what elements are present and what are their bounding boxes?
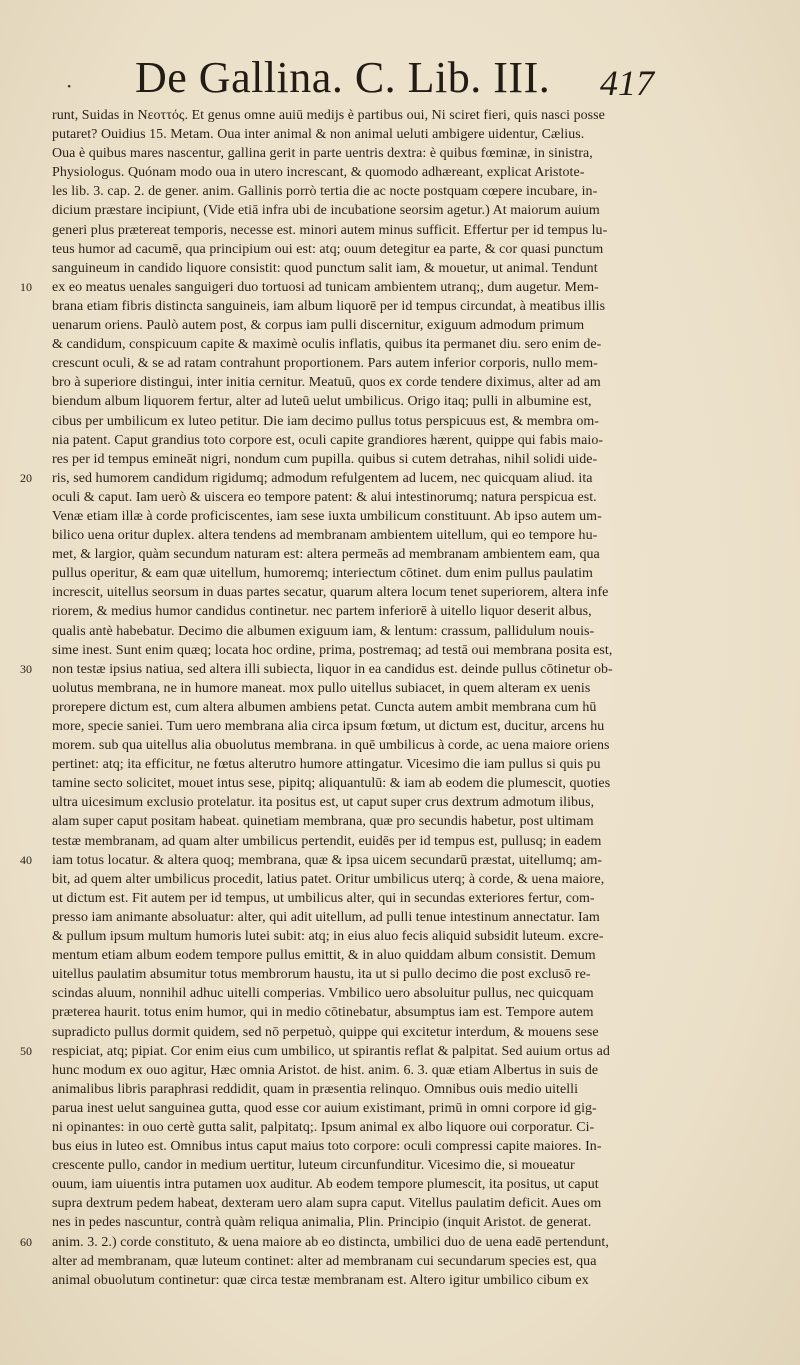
line-text: respiciat, atq; pipiat. Cor enim eius cum umbilico, ut spirantis reflat & palpitat. Sed auium ortus ad <box>52 1042 610 1059</box>
line-text: & candidum, conspicuum capite & maximè oculis inflatis, quibus ita permanet diu. sero enim de- <box>52 336 602 353</box>
text-line <box>28 1137 788 1156</box>
line-text: biendum album liquorem fertur, alter ad luteū uelut umbilicus. Origo itaq; pulli in albumine est, <box>52 393 592 410</box>
line-text: cibus per umbilicum ex luteo petitur. Die iam decimo pullus totus perspicuus est, & membra om- <box>52 412 600 429</box>
text-line <box>28 564 788 583</box>
line-text: nia patent. Caput grandius toto corpore est, oculi capite grandiores hærent, quippe qui fabis maio- <box>52 431 604 448</box>
text-line <box>28 602 788 621</box>
text-line <box>28 583 788 602</box>
line-text: tamine secto solicitet, mouet intus sese, pipitq; aliquantulū: & iam ab eodem die plumescit, quoties <box>52 775 611 792</box>
text-line <box>28 1061 788 1080</box>
line-number: 10 <box>20 279 32 294</box>
line-text: bilico uena oritur duplex. altera tendens ad membranam ambientem uitellum, qui eo tempore hu- <box>52 527 598 544</box>
text-line <box>28 832 788 851</box>
text-line <box>28 545 788 564</box>
text-block <box>20 106 788 1290</box>
line-text: more, specie saniei. Tum uero membrana alia circa ipsum fœtum, ut dictum est, ducitur, arcens hu <box>52 718 605 734</box>
line-text: pertinet: atq; ita efficitur, ne fœtus alterutro humore attingatur. Vicesimo die iam pullus si quis pu <box>52 756 601 773</box>
line-number: 40 <box>20 852 32 867</box>
line-text: ultra uicesimum exclusio protelatur. ita positus est, ut caput super crus dextrum admotum ilibus, <box>52 794 595 811</box>
running-head <box>0 52 800 112</box>
line-text: Physiologus. Quónam modo oua in utero increscant, & quomodo adhæreant, explicat Aristote- <box>52 164 585 181</box>
text-line <box>28 526 788 545</box>
line-text: anim. 3. 2.) corde constituto, & uena maiore ab eo distincta, umbilici duo de uena eadē pertendunt, <box>52 1233 609 1250</box>
line-number: 20 <box>20 470 32 485</box>
text-line <box>28 373 788 392</box>
line-text: brana etiam fibris distincta sanguineis, iam album liquorē per id tempus circundat, à meatibus illis <box>52 297 606 314</box>
text-line <box>28 984 788 1003</box>
text-line <box>28 1175 788 1194</box>
line-text: uitellus paulatim absumitur totus membrorum haustu, ita ut si pullo decimo die post exclusō re- <box>52 966 591 983</box>
line-text: animal obuolutum continetur: quæ circa testæ membranam est. Altero igitur umbilico cibum ex <box>52 1271 589 1288</box>
text-line <box>28 201 788 220</box>
line-text: res per id tempus emineāt nigri, nondum cum pupilla. quibus si cutem detrahas, nihil solidi uide- <box>52 450 598 467</box>
line-text: riorem, & medius humor candidus continetur. nec partem inferiorē à uitello liquor deserit albus, <box>52 603 592 620</box>
text-line <box>28 144 788 163</box>
text-line <box>28 335 788 354</box>
running-title: De Gallina. C. Lib. III. <box>135 53 551 102</box>
line-text: putaret? Ouidius 15. Metam. Oua inter animal & non animal ueluti ambigere uidentur, Cælius. <box>52 126 585 143</box>
line-text: presso iam animante absoluatur: alter, qui adit uitellum, ad pulli tenue intestinum annectatur. Iam <box>52 908 600 925</box>
line-text: hunc modum ex ouo agitur, Hæc omnia Aristot. de hist. anim. 6. 3. quæ etiam Albertus in suis de <box>52 1061 599 1078</box>
text-line <box>28 812 788 831</box>
text-line <box>28 507 788 526</box>
line-text: crescunt oculi, & se ad ratam contrahunt proportionem. Pars autem inferior corporis, nullo mem- <box>52 355 598 372</box>
line-text: scindas aluum, nonnihil adhuc uitelli comperias. Vmbilico uero absoluitur pullus, nec quicquam <box>52 985 594 1002</box>
text-line <box>28 125 788 144</box>
text-line <box>28 1023 788 1042</box>
line-text: increscit, uitellus seorsum in duas partes secatur, quarum altera locum tenet superiorem, altera infe <box>52 584 609 601</box>
line-text: generi plus prætereat temporis, necesse est. minori autem minus sufficit. Effertur per id tempus lu- <box>52 221 608 238</box>
text-line <box>28 1099 788 1118</box>
text-line <box>28 431 788 450</box>
line-text: bus eius in luteo est. Omnibus intus caput maius toto corpore: oculi compressi capite maiores. In- <box>52 1138 602 1155</box>
text-line <box>28 622 788 641</box>
line-text: prorepere dictum est, cum altera albumen ambiens petat. Cuncta autem ambit membrana cum hū <box>52 698 597 715</box>
text-line <box>28 1213 788 1232</box>
line-text: ni opinantes: in ouo certè gutta salit, palpitatq;. Ipsum animal ex albo liquore oui corporatur. Ci- <box>52 1118 595 1135</box>
text-line <box>28 870 788 889</box>
line-text: crescente pullo, candor in medium uertitur, luteum circunfunditur. Vicesimo die, si moueatur <box>52 1157 575 1174</box>
line-text: & pullum ipsum multum humoris lutei subit: atq; in eius aluo fecis aliquid subsidit luteum. excre- <box>52 928 604 945</box>
line-text: ex eo meatus uenales sanguigeri duo tortuosi ad tunicam ambientem utranq;, dum augetur. Mem- <box>52 278 599 295</box>
line-text: met, & largior, quàm secundum naturam est: altera permeās ad membranam ambientem eam, qua <box>52 546 600 563</box>
text-line <box>28 1003 788 1022</box>
line-text: parua inest uelut sanguinea gutta, quod esse cor auium existimant, primū in omni corpore id gig- <box>52 1099 597 1116</box>
head-marker: · <box>66 74 73 98</box>
line-text: ouum, iam uiuentis intra putamen uox auditur. Ab eodem tempore plumescit, ita positus, ut caput <box>52 1176 599 1193</box>
text-line <box>28 488 788 507</box>
text-line <box>28 1271 788 1290</box>
line-text: teus humor ad cacumē, qua principium oui est: atq; ouum detegitur ea parte, & cor quasi punctum <box>52 240 604 257</box>
line-number: 30 <box>20 661 32 676</box>
text-line <box>28 106 788 125</box>
line-text: bit, ad quem alter umbilicus procedit, latius patet. Oritur umbilicus uterq; à corde, & uena maiore, <box>52 870 605 887</box>
text-line <box>20 1233 788 1252</box>
line-text: ris, sed humorem candidum rigidumq; admodum refulgentem ad lucem, nec quicquam aliud. ita <box>52 469 593 486</box>
line-text: uenarum oriens. Paulò autem post, & corpus iam pulli discernitur, exiguum admodum primum <box>52 317 585 334</box>
text-line <box>28 679 788 698</box>
text-line <box>28 450 788 469</box>
text-line <box>28 755 788 774</box>
line-text: sime inest. Sunt enim quæq; locata hoc ordine, prima, postremaq; ad testā oui membrana posita est, <box>52 641 613 658</box>
text-line <box>28 1080 788 1099</box>
line-text: oculi & caput. Iam uerò & uiscera eo tempore patent: & alui intestinorumq; natura perspicua est. <box>52 488 597 505</box>
line-text: sanguineum in candido liquore consistit: quod punctum salit iam, & mouetur, ut animal. Tendunt <box>52 259 598 276</box>
text-line <box>28 221 788 240</box>
text-line <box>28 1252 788 1271</box>
text-line <box>28 240 788 259</box>
text-line <box>28 297 788 316</box>
text-line <box>28 1156 788 1175</box>
line-text: qualis antè habebatur. Decimo die albumen exiguum iam, & lentum: crassum, pallidulum nouis- <box>52 622 595 639</box>
text-line <box>28 736 788 755</box>
line-text: mentum etiam album eodem tempore pullus emittit, & in aluo quiddam album consistit. Demum <box>52 947 596 964</box>
line-text: non testæ ipsius natiua, sed altera illi subiecta, liquor in ea candidus est. deinde pullus cōtinetur ob- <box>52 660 613 677</box>
line-text: alam super caput positam habeat. quinetiam membrana, quæ pro secundis habetur, post ultimam <box>52 813 594 830</box>
line-text: dicium præstare incipiunt, (Vide etiā infra ubi de incubatione seorsim agetur.) At maiorum auium <box>52 202 600 219</box>
text-line <box>28 698 788 717</box>
line-text: ut dictum est. Fit autem per id tempus, ut umbilicus alter, qui in secundas exteriores fertur, com- <box>52 889 595 906</box>
page-number: 417 <box>600 63 654 103</box>
text-line <box>20 469 788 488</box>
text-line <box>28 392 788 411</box>
line-text: uolutus membrana, ne in humore maneat. mox pullo uitellus subiacet, in quem alteram ex uenis <box>52 679 591 696</box>
text-line <box>28 793 788 812</box>
text-line <box>28 927 788 946</box>
text-line <box>28 641 788 660</box>
text-line <box>20 278 788 297</box>
text-line <box>20 660 788 679</box>
line-text: morem. sub qua uitellus alia obuolutus membrana. in quē umbilicus à corde, ac uena maiore oriens <box>52 737 610 754</box>
text-line <box>28 717 788 736</box>
line-text: pullus operitur, & eam quæ uitellum, humoremq; interiectum cōtinet. dum enim pullus paulatim <box>52 565 593 582</box>
text-line <box>28 1118 788 1137</box>
line-text: iam totus locatur. & altera quoq; membrana, quæ & ipsa uicem secundarū præstat, uitellumq; am- <box>52 851 603 868</box>
line-text: les lib. 3. cap. 2. de gener. anim. Gallinis porrò tertia die ac nocte postquam cœpere incubare, in- <box>52 183 598 200</box>
line-text: runt, Suidas in Νεοττός. Et genus omne auiū medijs è partibus oui, Ni sciret fieri, quis nasci posse <box>52 107 605 123</box>
text-line <box>20 851 788 870</box>
line-text: bro à superiore distingui, inter initia cernitur. Meatuū, quos ex corde tendere diximus, alter ad am <box>52 374 601 391</box>
text-line <box>20 1042 788 1061</box>
line-number: 50 <box>20 1043 32 1058</box>
line-text: nes in pedes nascuntur, contrà quàm reliqua animalia, Plin. Principio (inquit Aristot. de generat. <box>52 1214 592 1231</box>
text-line <box>28 316 788 335</box>
text-line <box>28 1194 788 1213</box>
text-line <box>28 412 788 431</box>
text-line <box>28 259 788 278</box>
text-line <box>28 965 788 984</box>
line-text: animalibus libris paraphrasi reddidit, quam in præsentia relinquo. Omnibus ouis medio uitelli <box>52 1080 579 1097</box>
line-text: Oua è quibus mares nascentur, gallina gerit in parte uentris dextra: è quibus fœminæ, in sinistra, <box>52 145 593 162</box>
line-text: testæ membranam, ad quam alter umbilicus pertendit, euidēs per id tempus est, pullusq; in eadem <box>52 832 602 849</box>
text-line <box>28 163 788 182</box>
line-text: alter ad membranam, quæ luteum continet: alter ad membranam cui secundarum species est, qua <box>52 1252 597 1269</box>
text-line <box>28 946 788 965</box>
line-text: supradicto pullus dormit quidem, sed nō perpetuò, quippe qui excitetur interdum, & mouens sese <box>52 1023 599 1040</box>
line-text: Venæ etiam illæ à corde proficiscentes, iam sese iuxta umbilicum constituunt. Ab ipso autem um- <box>52 507 602 524</box>
text-line <box>28 889 788 908</box>
line-number: 60 <box>20 1234 32 1249</box>
line-text: præterea haurit. totus enim humor, qui in medio cōtinebatur, absumptus iam est. Tempore autem <box>52 1004 594 1021</box>
text-line <box>28 182 788 201</box>
text-line <box>28 908 788 927</box>
text-line <box>28 354 788 373</box>
line-text: supra dextrum pedem habeat, dexteram uero alam supra caput. Vitellus paulatim deficit. Aues om <box>52 1195 602 1212</box>
text-line <box>28 774 788 793</box>
